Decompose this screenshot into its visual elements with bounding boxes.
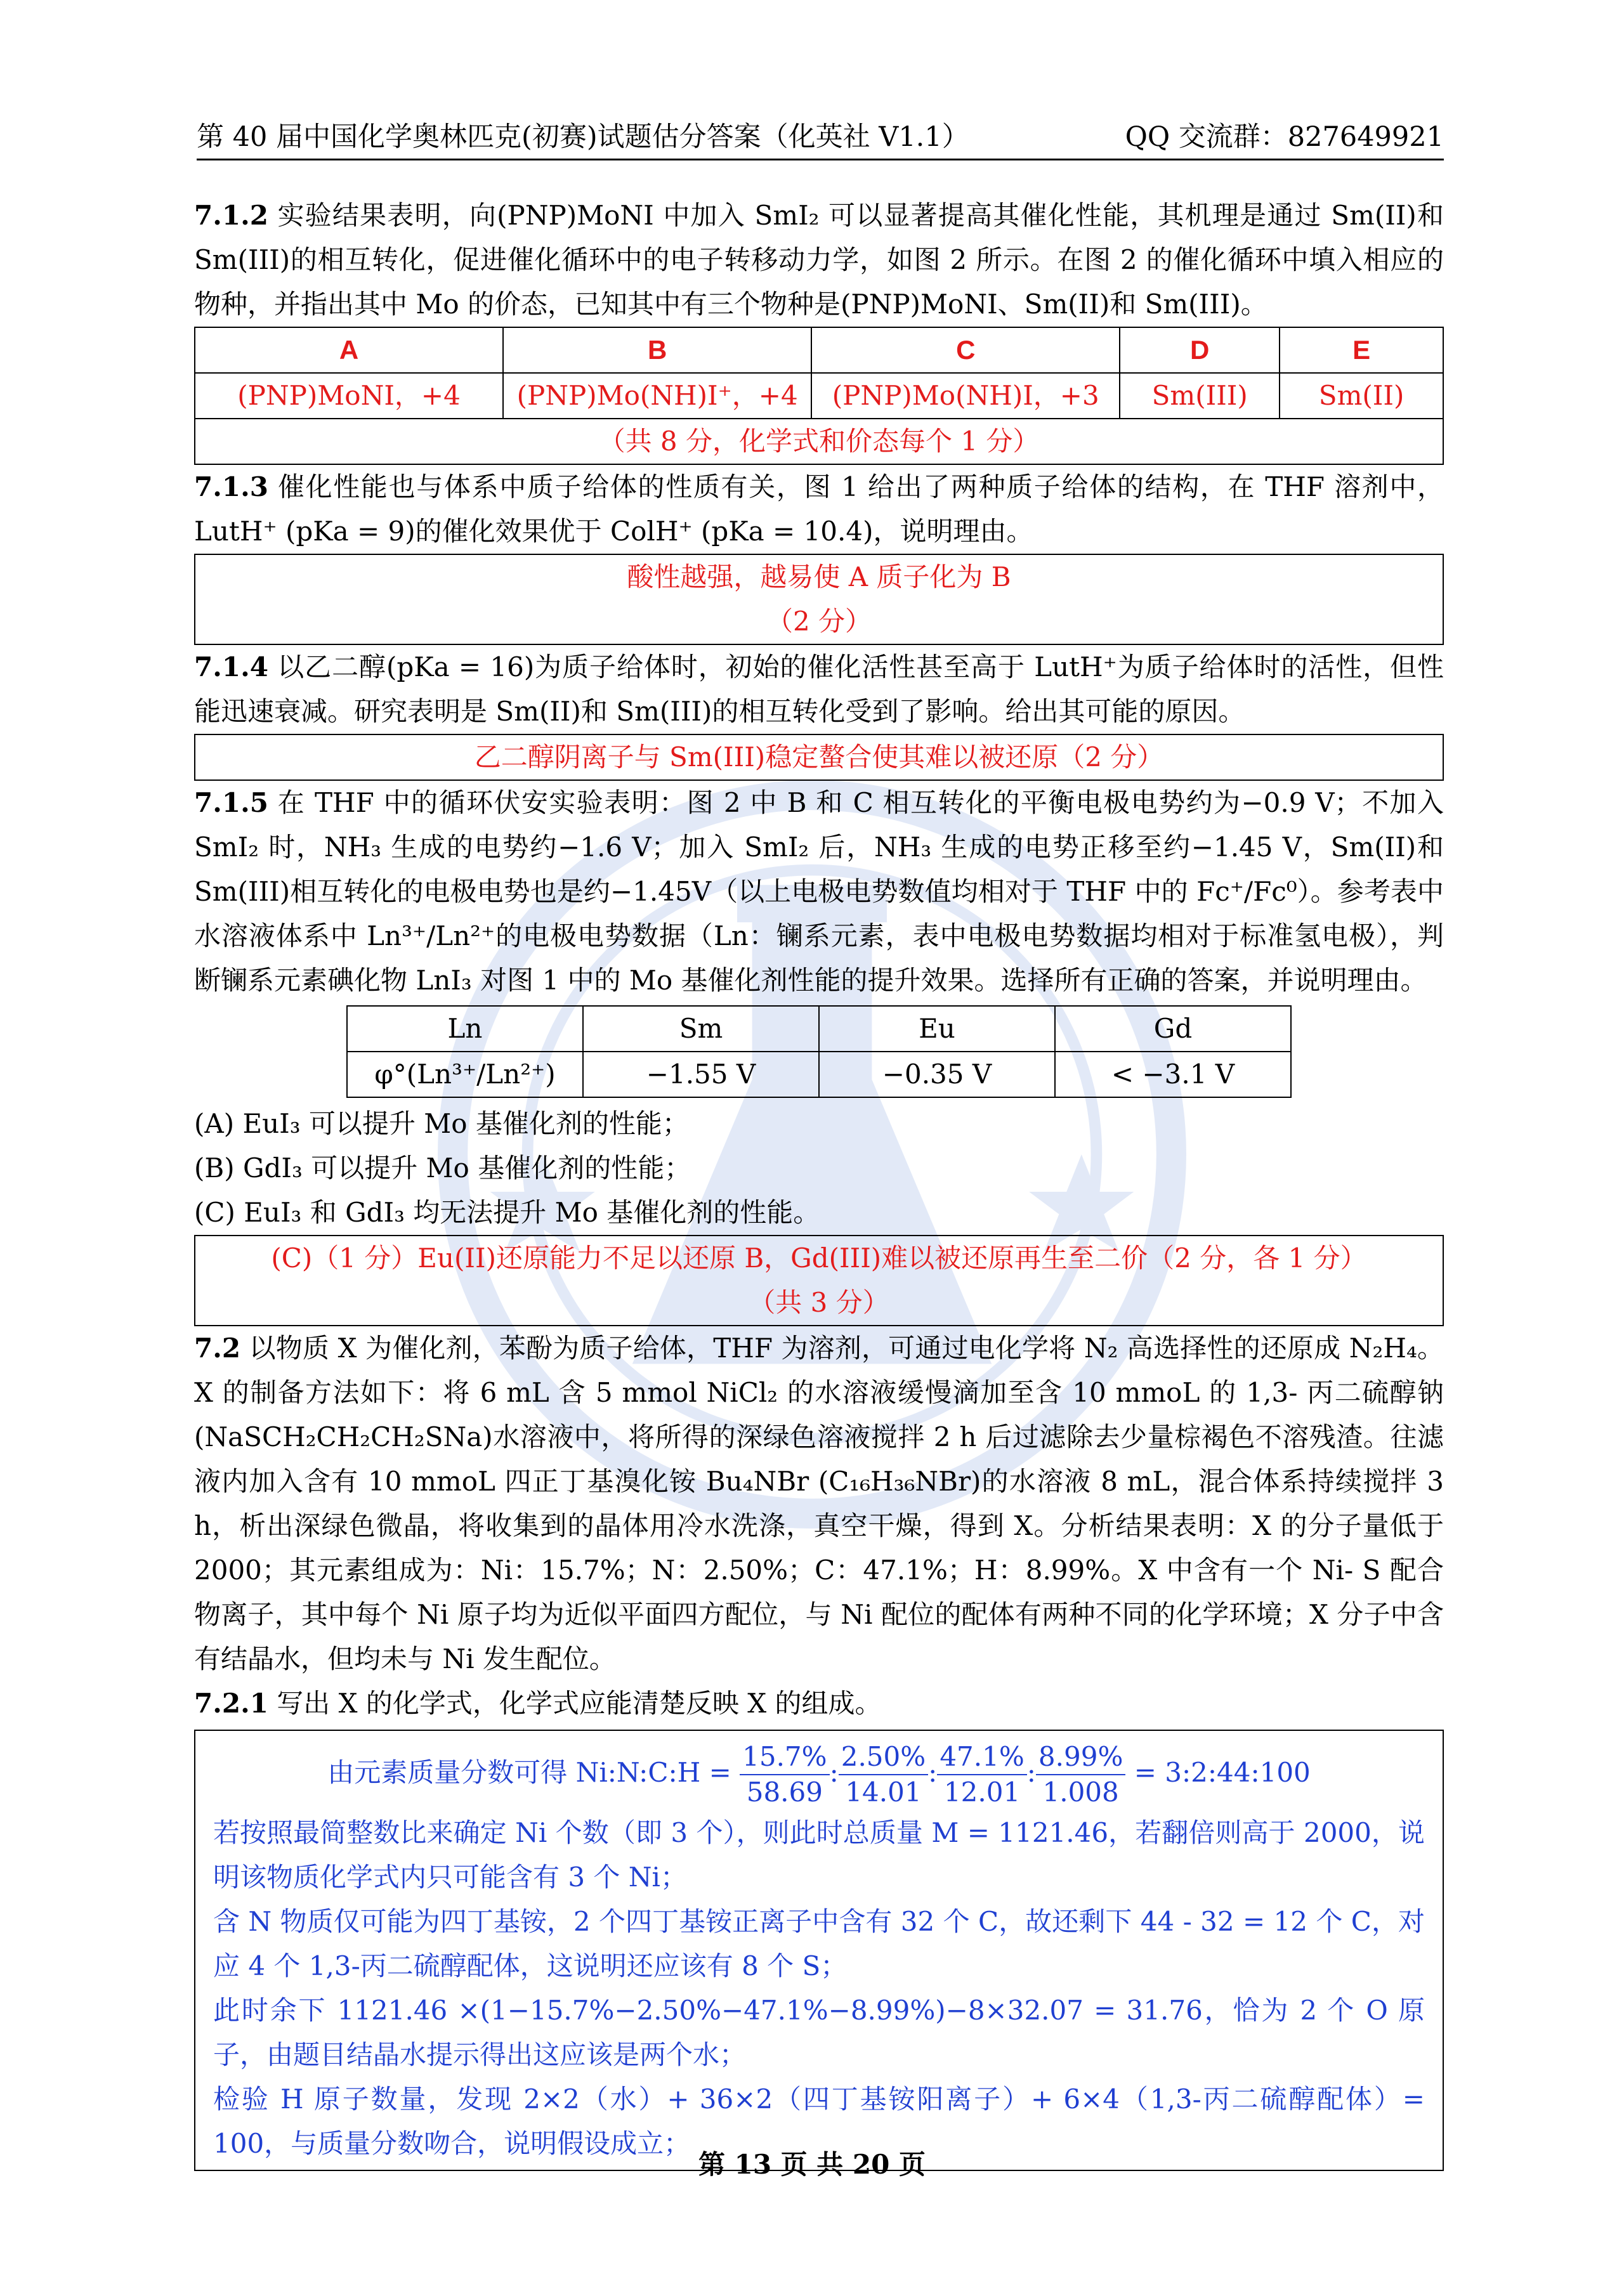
- answer-cell-e: Sm(II): [1280, 373, 1443, 419]
- page-footer: 第 13 页 共 20 页: [698, 2149, 926, 2180]
- question-text: 在 THF 中的循环伏安实验表明：图 2 中 B 和 C 相互转化的平衡电极电势约为−0.9 V；不加入SmI₂ 时，NH₃ 生成的电势约−1.6 V；加入 SmI₂ 后，NH₃ 生成的电势正移至约−1.45 V，Sm(II)和 Sm(III)相互转化的电极电势也是约−1.45V（以上电极电势数值均相对于 THF 中的 Fc⁺/Fc⁰）。参考表中水溶液体系中 Ln³⁺/Ln²⁺的电极电势数据（Ln：镧系元素，表中电极电势数据均相对于标准氢电极），判断镧系元素碘化物 LnI₃ 对图 1 中的 Mo 基催化剂性能的提升效果。选择所有正确的答案，并说明理由。: [194, 787, 1444, 996]
- header-title: 第 40 届中国化学奥林匹克(初赛)试题估分答案（化英社 V1.1）: [197, 121, 969, 153]
- header-cell-c: C: [811, 327, 1120, 373]
- calc-line: 检验 H 原子数量，发现 2×2（水）+ 36×2（四丁基铵阳离子）+ 6×4（1,3-丙二硫醇配体）= 100，与质量分数吻合，说明假设成立；: [213, 2084, 1425, 2159]
- answer-box-7-1-4: [194, 734, 1444, 781]
- question-text: 实验结果表明，向(PNP)MoNI 中加入 SmI₂ 可以显著提高其催化性能，其机理是通过 Sm(II)和Sm(III)的相互转化，促进催化循环中的电子转移动力学，如图 2 所示。在图 2 的催化循环中填入相应的物种，并指出其中 Mo 的价态，已知其中有三个物种是(PNP)MoNI、Sm(II)和 Sm(III)。: [194, 200, 1444, 320]
- answer-box-7-1-3: [194, 554, 1444, 645]
- question-number: 7.1.5: [194, 787, 268, 818]
- answer-text: 乙二醇阴离子与 Sm(III)稳定螯合使其难以被还原（2 分）: [474, 741, 1164, 773]
- question-7-1-3: [194, 465, 1444, 554]
- cell-eu-potential: −0.35 V: [819, 1052, 1055, 1097]
- answer-text: 酸性越强，越易使 A 质子化为 B: [627, 561, 1011, 592]
- fraction-ni: $\frac{15.7\%}{58.69}$: [740, 1740, 829, 1810]
- cell-sm-potential: −1.55 V: [583, 1052, 819, 1097]
- header-cell-gd: Gd: [1055, 1006, 1291, 1052]
- answer-text: (C)（1 分）Eu(II)还原能力不足以还原 B，Gd(III)难以被还原再生至二价（2 分，各 1 分）: [271, 1243, 1367, 1274]
- page-content: [194, 193, 1444, 2171]
- question-7-1-4: [194, 645, 1444, 734]
- answer-box-7-1-5: [194, 1235, 1444, 1326]
- question-7-1-5: [194, 781, 1444, 1003]
- answer-cell-a: (PNP)MoNI，+4: [195, 373, 503, 419]
- fraction-h: $\frac{8.99\%}{1.008}$: [1036, 1740, 1125, 1810]
- question-number: 7.2: [194, 1333, 241, 1364]
- row-label-potential: φ°(Ln³⁺/Ln²⁺): [347, 1052, 583, 1097]
- ratio-equation: 由元素质量分数可得 Ni:N:C:H = $\frac{15.7\%}{58.69}$ : $\frac{2.50\%}{14.01}$ : $\frac{47.1\%}{12.01}$ : $\frac{8.99\%}{1.008}$ = 3:2:44:100: [213, 1735, 1425, 1811]
- header-cell-ln: Ln: [347, 1006, 583, 1052]
- cell-gd-potential: < −3.1 V: [1055, 1052, 1291, 1097]
- question-text: 以乙二醇(pKa = 16)为质子给体时，初始的催化活性甚至高于 LutH⁺为质子给体时的活性，但性能迅速衰减。研究表明是 Sm(II)和 Sm(III)的相互转化受到了影响。给出其可能的原因。: [194, 651, 1444, 727]
- calc-line: 此时余下 1121.46 ×(1−15.7%−2.50%−47.1%−8.99%)−8×32.07 = 31.76，恰为 2 个 O 原子，由题目结晶水提示得出这应该是两个水；: [213, 1995, 1425, 2070]
- header-cell-eu: Eu: [819, 1006, 1055, 1052]
- score-note: （2 分）: [766, 606, 872, 637]
- question-7-2: [194, 1326, 1444, 1681]
- table-header-row: [195, 327, 1443, 373]
- header-cell-sm: Sm: [583, 1006, 819, 1052]
- calc-line: 若按照最简整数比来确定 Ni 个数（即 3 个），则此时总质量 M = 1121.46，若翻倍则高于 2000，说明该物质化学式内只可能含有 3 个 Ni；: [213, 1817, 1425, 1893]
- question-7-1-2: [194, 193, 1444, 327]
- option-a: (A) EuI₃ 可以提升 Mo 基催化剂的性能；: [194, 1108, 689, 1139]
- page-header: [197, 115, 1444, 160]
- option-c: (C) EuI₃ 和 GdI₃ 均无法提升 Mo 基催化剂的性能。: [194, 1197, 820, 1228]
- header-qq-group: QQ 交流群：827649921: [1125, 121, 1444, 153]
- score-note: （共 3 分）: [749, 1287, 889, 1318]
- question-text: 以物质 X 为催化剂，苯酚为质子给体，THF 为溶剂，可通过电化学将 N₂ 高选择性的还原成 N₂H₄。X 的制备方法如下：将 6 mL 含 5 mmol NiCl₂ 的水溶液缓慢滴加至含 10 mmoL 的 1,3- 丙二硫醇钠(NaSCH₂CH₂CH₂SNa)水溶液中，将所得的深绿色溶液搅拌 2 h 后过滤除去少量棕褐色不溶残渣。往滤液内加入含有 10 mmoL 四正丁基溴化铵 Bu₄NBr (C₁₆H₃₆NBr)的水溶液 8 mL，混合体系持续搅拌 3 h，析出深绿色微晶，将收集到的晶体用冷水洗涤，真空干燥，得到 X。分析结果表明：X 的分子量低于 2000；其元素组成为：Ni：15.7%；N：2.50%；C：47.1%；H：8.99%。X 中含有一个 Ni- S 配合物离子，其中每个 Ni 原子均为近似平面四方配位，与 Ni 配位的配体有两种不同的化学环境；X 分子中含有结晶水，但均未与 Ni 发生配位。: [194, 1333, 1444, 1674]
- question-number: 7.1.4: [194, 651, 268, 682]
- table-row: [195, 373, 1443, 419]
- option-b: (B) GdI₃ 可以提升 Mo 基催化剂的性能；: [194, 1152, 691, 1184]
- score-note: （共 8 分，化学式和价态每个 1 分）: [195, 419, 1443, 464]
- ratio-result: = 3:2:44:100: [1134, 1757, 1311, 1788]
- question-text: 催化性能也与体系中质子给体的性质有关，图 1 给出了两种质子给体的结构，在 THF 溶剂中，LutH⁺ (pKa = 9)的催化效果优于 ColH⁺ (pKa = 10.4)，说明理由。: [194, 471, 1444, 547]
- answer-box-7-2-1: [194, 1730, 1444, 2171]
- calc-line: 含 N 物质仅可能为四丁基铵，2 个四丁基铵正离子中含有 32 个 C，故还剩下 44 - 32 = 12 个 C，对应 4 个 1,3-丙二硫醇配体，这说明还应该有 8 个 S；: [213, 1906, 1425, 1981]
- answer-cell-d: Sm(III): [1120, 373, 1280, 419]
- question-number: 7.2.1: [194, 1688, 268, 1719]
- question-number: 7.1.2: [194, 200, 268, 231]
- table-row: [347, 1052, 1291, 1097]
- potential-table: [346, 1005, 1292, 1098]
- question-7-2-1: [194, 1681, 1444, 1726]
- header-cell-d: D: [1120, 327, 1280, 373]
- ratio-lead: 由元素质量分数可得 Ni:N:C:H =: [327, 1757, 731, 1788]
- answer-cell-b: (PNP)Mo(NH)I⁺，+4: [503, 373, 811, 419]
- question-text: 写出 X 的化学式，化学式应能清楚反映 X 的组成。: [277, 1688, 882, 1719]
- table-header-row: [347, 1006, 1291, 1052]
- header-cell-e: E: [1280, 327, 1443, 373]
- answer-table-7-1-2: [194, 327, 1444, 465]
- header-cell-a: A: [195, 327, 503, 373]
- table-row: [195, 419, 1443, 464]
- question-number: 7.1.3: [194, 471, 268, 502]
- fraction-c: $\frac{47.1\%}{12.01}$: [937, 1740, 1026, 1810]
- fraction-n: $\frac{2.50\%}{14.01}$: [839, 1740, 928, 1810]
- header-cell-b: B: [503, 327, 811, 373]
- answer-cell-c: (PNP)Mo(NH)I，+3: [811, 373, 1120, 419]
